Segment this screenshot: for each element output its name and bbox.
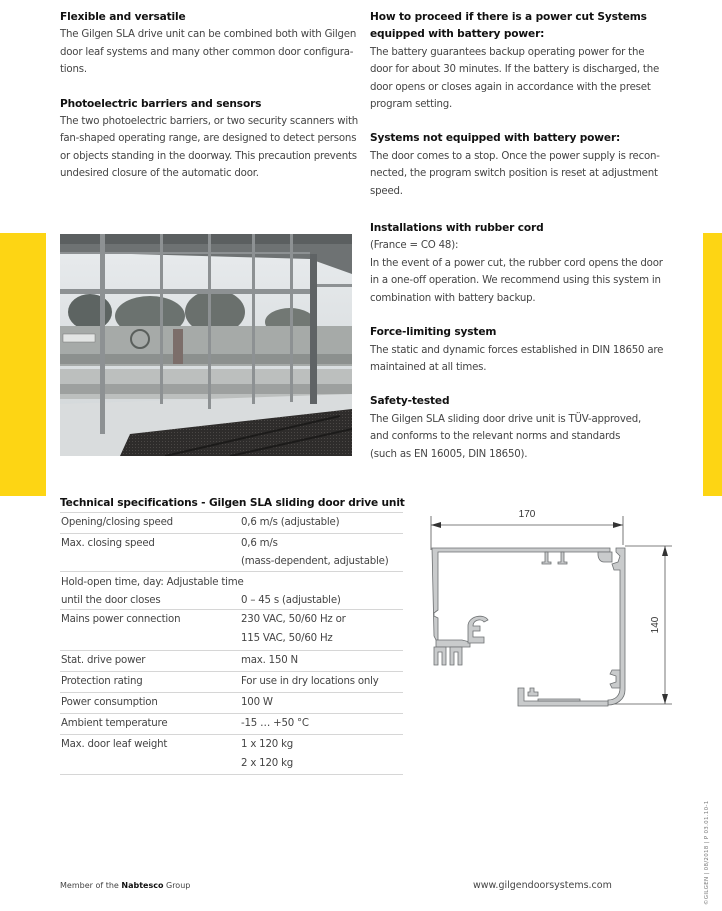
text-line: program setting.	[370, 99, 453, 111]
text-line: door leaf systems and many other common door configura-	[60, 46, 354, 58]
spec-row	[60, 692, 403, 713]
width-dimension	[431, 516, 623, 550]
section-heading: Photoelectric barriers and sensors	[60, 97, 262, 110]
spec-value: (mass-dependent, adjustable)	[241, 556, 389, 567]
spec-value: For use in dry locations only	[241, 676, 379, 687]
section-body	[370, 237, 690, 307]
text-line: nected, the program switch position is reset at adjustment	[370, 168, 658, 180]
width-label: 170	[518, 509, 536, 520]
spec-value: 1 x 120 kg	[241, 739, 294, 750]
text-line: or objects standing in the doorway. This precaution prevents	[60, 150, 357, 162]
profile-cross-section	[420, 500, 682, 715]
section-body	[370, 411, 690, 463]
spec-value: 230 VAC, 50/60 Hz or	[241, 614, 346, 625]
height-label: 140	[650, 616, 661, 634]
section-body	[60, 26, 360, 78]
text-line: door opens or closes again in accordance with the preset	[370, 81, 651, 93]
spec-value: -15 … +50 °C	[241, 718, 309, 729]
arrow-left-icon	[431, 522, 441, 528]
spec-row	[60, 533, 403, 571]
spec-label: Ambient temperature	[61, 718, 168, 729]
spec-label: Stat. drive power	[61, 655, 146, 666]
door-photo	[60, 234, 352, 456]
spec-value: 100 W	[241, 697, 273, 708]
spec-row	[60, 713, 403, 734]
text-line: fan-shaped operating range, are designed to detect persons	[60, 133, 357, 145]
accent-bar-left	[0, 233, 46, 496]
spec-label: Max. closing speed	[61, 538, 155, 549]
section-heading: Flexible and versatile	[60, 11, 186, 23]
spec-value: max. 150 N	[241, 655, 298, 666]
text-line: In the event of a power cut, the rubber cord opens the door	[370, 257, 663, 269]
website-link[interactable]: www.gilgendoorsystems.com	[473, 880, 612, 891]
spec-label: Power consumption	[61, 697, 158, 708]
footer-membership	[60, 881, 190, 890]
text-line: undesired closure of the automatic door.	[60, 168, 259, 180]
section-heading	[370, 220, 690, 237]
section-force-limiting	[370, 324, 690, 376]
left-column	[60, 9, 360, 183]
accent-bar-right	[703, 233, 722, 496]
aluminium-profile	[432, 548, 625, 706]
spec-row	[60, 609, 403, 650]
section-body	[60, 113, 360, 183]
spec-value: 0,6 m/s (adjustable)	[241, 517, 340, 528]
section-power-cut	[370, 9, 690, 113]
section-rubber-cord	[370, 220, 690, 307]
text-line: combination with battery backup.	[370, 292, 536, 304]
spec-label: Mains power connection	[61, 614, 181, 625]
text-line: maintained at all times.	[370, 361, 487, 373]
arrow-up-icon	[662, 546, 668, 556]
spec-table	[60, 512, 403, 775]
heading-line: Force-limiting system	[370, 326, 497, 339]
spec-value: 115 VAC, 50/60 Hz	[241, 633, 333, 644]
text-line: The battery guarantees backup operating power for the	[370, 46, 645, 58]
section-no-battery	[370, 130, 690, 200]
spec-label: Max. door leaf weight	[61, 739, 168, 750]
text-line: The door comes to a stop. Once the power supply is recon-	[370, 150, 660, 162]
height-dimension	[600, 546, 672, 704]
spec-label: Protection rating	[61, 676, 143, 687]
spec-label: until the door closes	[61, 595, 161, 606]
door-photo-illustration	[60, 234, 352, 456]
membership-prefix: Member of the	[60, 881, 122, 890]
text-line: The two photoelectric barriers, or two security scanners with	[60, 116, 359, 128]
membership-suffix: Group	[163, 881, 191, 890]
spec-row	[60, 571, 403, 609]
arrow-down-icon	[662, 694, 668, 704]
text-line: The Gilgen SLA sliding door drive unit is TÜV-approved,	[370, 413, 642, 425]
document-code: ©GILGEN | 08/2018 | P 03.01.10-1	[704, 800, 710, 905]
heading-line: equipped with battery power:	[370, 28, 545, 41]
text-line: door for about 30 minutes. If the battery is discharged, the	[370, 64, 660, 76]
text-line: tions.	[60, 64, 87, 76]
arrow-right-icon	[613, 522, 623, 528]
section-flexible	[60, 9, 360, 79]
section-heading	[370, 9, 690, 44]
text-line: (France = CO 48):	[370, 240, 459, 252]
spec-value: 2 x 120 kg	[241, 758, 294, 769]
spec-row	[60, 671, 403, 692]
spec-value: 0 – 45 s (adjustable)	[241, 595, 341, 606]
text-line: and conforms to the relevant norms and standards	[370, 431, 621, 443]
text-line: (such as EN 16005, DIN 18650).	[370, 448, 528, 460]
profile-drawing	[420, 500, 682, 715]
heading-line: How to proceed if there is a power cut Systems	[370, 11, 647, 23]
heading-line: Installations with rubber cord	[370, 222, 544, 235]
spec-row	[60, 512, 403, 533]
section-body	[370, 342, 690, 377]
spec-value: 0,6 m/s	[241, 538, 278, 549]
spec-row	[60, 734, 403, 774]
section-photoelectric	[60, 96, 360, 183]
text-line: speed.	[370, 185, 403, 197]
section-body	[370, 148, 690, 200]
section-safety-tested	[370, 393, 690, 463]
section-heading	[370, 393, 690, 410]
heading-line: Safety-tested	[370, 395, 450, 408]
spec-label: Opening/closing speed	[61, 517, 173, 528]
nabtesco-brand: Nabtesco	[121, 881, 164, 890]
spec-title: Technical specifications - Gilgen SLA sliding door drive unit	[60, 497, 405, 509]
spec-row	[60, 650, 403, 671]
text-line: The Gilgen SLA drive unit can be combined both with Gilgen	[60, 29, 357, 41]
section-heading	[370, 130, 690, 147]
spec-table-bottom-rule	[60, 774, 403, 775]
heading-line: Systems not equipped with battery power:	[370, 132, 621, 145]
text-line: in a one-off operation. We recommend using this system in	[370, 275, 661, 287]
section-body	[370, 44, 690, 114]
spec-label: Hold-open time, day: Adjustable time	[61, 577, 244, 588]
right-column	[370, 9, 690, 463]
section-heading	[370, 324, 690, 341]
text-line: The static and dynamic forces established in DIN 18650 are	[370, 344, 664, 356]
